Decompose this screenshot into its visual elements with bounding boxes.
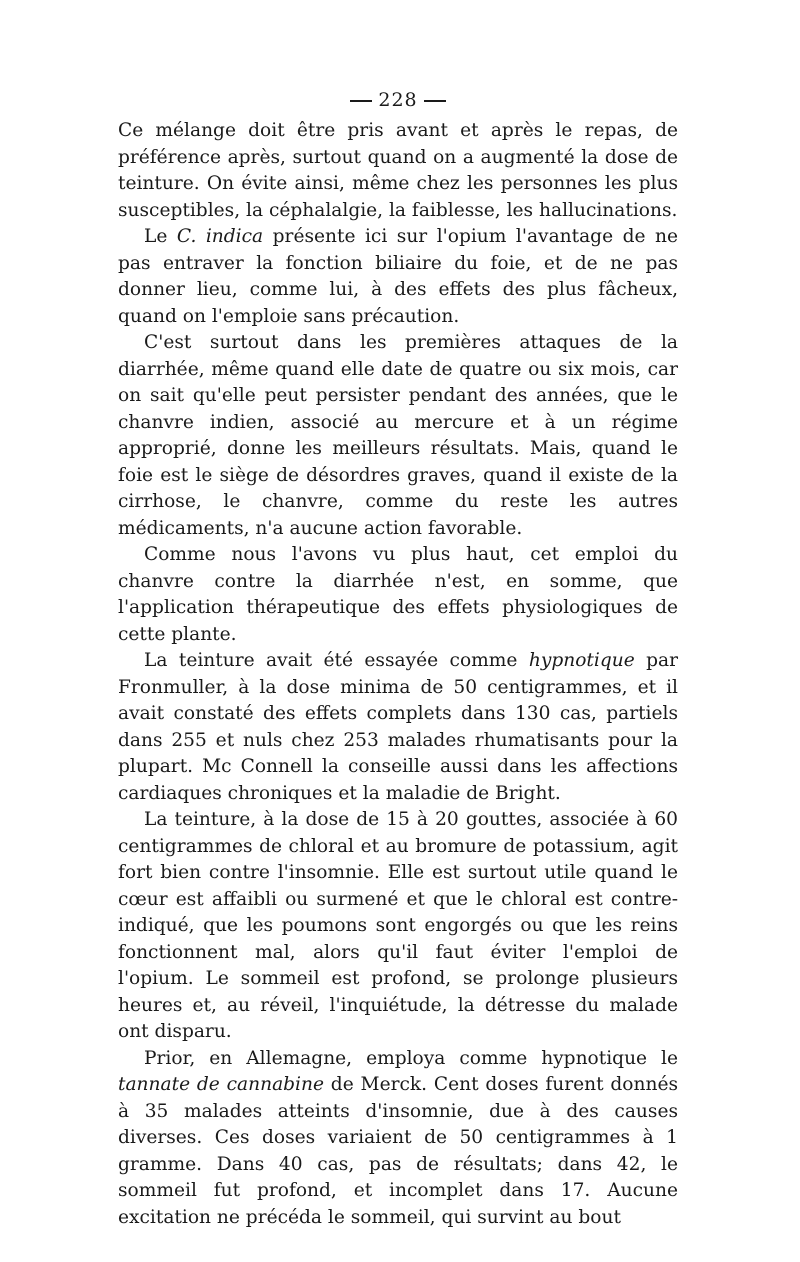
paragraph-4 [118, 542, 678, 648]
paragraph-text: C'est surtout dans les premières attaques de la diarrhée, même quand elle date de quatre ou six mois, car on sait qu'elle peut persister pendant des années, que le chanvre indien, associé au mercure et à un régime approprié, donne les meilleurs résultats. Mais, quand le foie est le siège de désordres graves, quand il existe de la cirrhose, le chanvre, comme du reste les autres médicaments, n'a aucune action favorable. [118, 332, 678, 539]
paragraph-text: de Merck. Cent doses furent donnés à 35 malades atteints d'insomnie, due à des causes diverses. Ces doses variaient de 50 centigrammes à 1 gramme. Dans 40 cas, pas de résultats; dans 42, le sommeil fut profond, et incomplet dans 17. Aucune excitation ne précéda le sommeil, qui survint au bout [118, 1074, 678, 1228]
paragraph-text: Comme nous l'avons vu plus haut, cet emploi du chanvre contre la diarrhée n'est, en somme, que l'application thérapeutique des effets physiologiques de cette plante. [118, 544, 678, 645]
header-dash-right [424, 100, 446, 102]
paragraph-text: Ce mélange doit être pris avant et après le repas, de préférence après, surtout quand on a augmenté la dose de teinture. On évite ainsi, même chez les personnes les plus susceptibles, la céphalalgie, la faiblesse, les hallucinations. [118, 120, 678, 221]
page-header [118, 82, 678, 118]
paragraph-text: La teinture, à la dose de 15 à 20 gouttes, associée à 60 centigrammes de chloral et au bromure de potassium, agit fort bien contre l'insomnie. Elle est surtout utile quand le cœur est affaibli ou surmené et que le chloral est contre-indiqué, que les poumons sont engorgés ou que les reins fonctionnent mal, alors qu'il faut éviter l'emploi de l'opium. Le sommeil est profond, se prolonge plusieurs heures et, au réveil, l'inquiétude, la détresse du malade ont disparu. [118, 809, 678, 1042]
paragraph-2 [118, 224, 678, 330]
paragraph-1 [118, 118, 678, 224]
paragraph-3 [118, 330, 678, 542]
paragraph-text: Prior, en Allemagne, employa comme hypnotique le [144, 1047, 678, 1069]
italic-term: hypnotique [528, 650, 635, 671]
body-text [118, 118, 678, 1231]
paragraph-7 [118, 1046, 678, 1232]
italic-term: tannate de cannabine [118, 1074, 324, 1095]
paragraph-text: La teinture avait été essayée comme [144, 650, 529, 671]
paragraph-6 [118, 807, 678, 1046]
paragraph-text: par Fronmuller, à la dose minima de 50 centigrammes, et il avait constaté des effets complets dans 130 cas, partiels dans 255 et nuls chez 253 malades rhumatisants pour la plupart. Mc Connell la conseille aussi dans les affections cardiaques chroniques et la maladie de Bright. [118, 650, 679, 804]
book-page [118, 82, 679, 1228]
page-number: 228 [378, 89, 418, 111]
header-dash-left [350, 100, 372, 102]
paragraph-5 [118, 648, 678, 807]
italic-term: C. indica [176, 226, 264, 247]
paragraph-text: présente ici sur l'opium l'avantage de ne pas entraver la fonction biliaire du foie, et de ne pas donner lieu, comme lui, à des effets des plus fâcheux, quand on l'emploie sans précaution. [118, 226, 679, 327]
paragraph-text: Le [144, 226, 177, 247]
